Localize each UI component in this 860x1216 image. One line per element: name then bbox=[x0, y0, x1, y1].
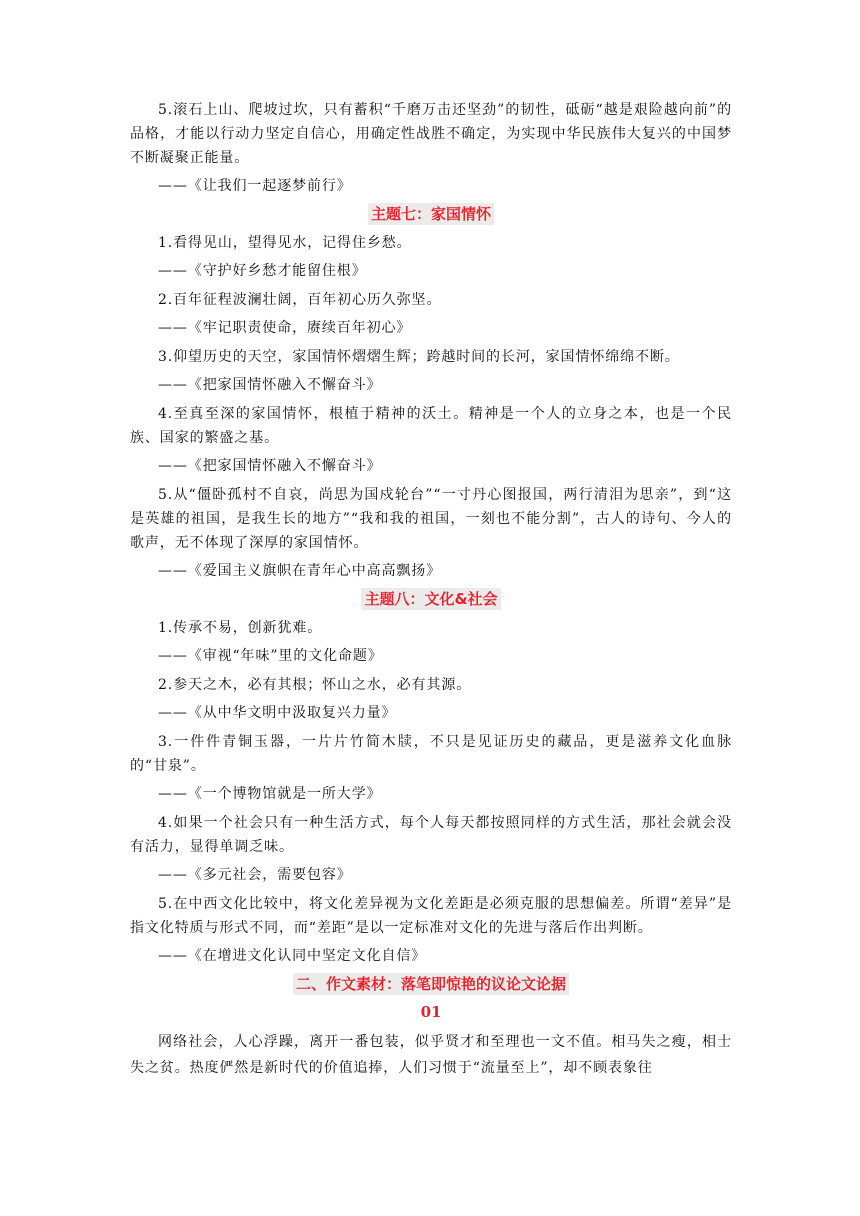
quote-source: ——《多元社会，需要包容》 bbox=[158, 867, 352, 883]
theme-heading bbox=[130, 588, 732, 610]
quote-source: ——《爱国主义旗帜在青年心中高高飘扬》 bbox=[158, 563, 442, 579]
quote-source: ——《把家国情怀融入不懈奋斗》 bbox=[158, 377, 382, 393]
quote-item: 1.看得见山，望得见水，记得住乡愁。 bbox=[158, 235, 412, 251]
quote-source: ——《审视“年味”里的文化命题》 bbox=[158, 648, 383, 664]
section-title: 二、作文素材：落笔即惊艳的议论文论据 bbox=[293, 973, 569, 995]
quote-source: ——《牢记职责使命，赓续百年初心》 bbox=[158, 320, 412, 336]
quote-item: 3.仰望历史的天空，家国情怀熠熠生辉；跨越时间的长河，家国情怀绵绵不断。 bbox=[158, 349, 680, 365]
quote-item: 5.从“僵卧孤村不自哀，尚思为国戍轮台”“一寸丹心图报国，两行清泪为思亲”，到“这是英雄的祖国，是我生长的地方”“我和我的祖国，一刻也不能分割”，古人的诗句、今人的歌声，无不体现了深厚的家国情怀。 bbox=[130, 487, 732, 551]
quote-item: 2.参天之木，必有其根；怀山之水，必有其源。 bbox=[158, 677, 472, 693]
quote-source: ——《一个博物馆就是一所大学》 bbox=[158, 786, 382, 802]
quote-source: ——《把家国情怀融入不懈奋斗》 bbox=[158, 458, 382, 474]
body-paragraph: 网络社会，人心浮躁，离开一番包装，似乎贤才和至理也一文不值。相马失之瘦，相士失之贫。热度俨然是新时代的价值追捧，人们习惯于“流量至上”，却不顾表象往 bbox=[130, 1034, 732, 1076]
theme-title: 主题七：家国情怀 bbox=[368, 203, 494, 225]
theme-seven-list bbox=[130, 231, 732, 583]
section-heading bbox=[130, 973, 732, 995]
quote-source: ——《从中华文明中汲取复兴力量》 bbox=[158, 705, 397, 721]
quote-item: 5.滚石上山、爬坡过坎，只有蓄积“千磨万击还坚劲”的韧性，砥砺“越是艰险越向前”的品格，才能以行动力坚定自信心，用确定性战胜不确定，为实现中华民族伟大复兴的中国梦不断凝聚正能量。 bbox=[130, 102, 732, 166]
quote-item: 4.至真至深的家国情怀，根植于精神的沃土。精神是一个人的立身之本，也是一个民族、国家的繁盛之基。 bbox=[130, 406, 732, 446]
theme-eight-list bbox=[130, 616, 732, 968]
quote-item: 1.传承不易，创新犹难。 bbox=[158, 620, 323, 636]
quote-source: ——《让我们一起逐梦前行》 bbox=[158, 178, 352, 194]
quote-item: 4.如果一个社会只有一种生活方式，每个人每天都按照同样的方式生活，那社会就会没有活力，显得单调乏味。 bbox=[130, 815, 732, 855]
quote-source: ——《守护好乡愁才能留住根》 bbox=[158, 263, 367, 279]
quote-source: ——《在增进文化认同中坚定文化自信》 bbox=[158, 948, 427, 964]
quote-item: 2.百年征程波澜壮阔，百年初心历久弥坚。 bbox=[158, 292, 442, 308]
theme-heading bbox=[130, 203, 732, 225]
quote-item: 5.在中西文化比较中，将文化差异视为文化差距是必须克服的思想偏差。所谓“差异”是指文化特质与形式不同，而“差距”是以一定标准对文化的先进与落后作出判断。 bbox=[130, 896, 732, 936]
theme-title: 主题八：文化&社会 bbox=[361, 588, 500, 610]
section-number: 01 bbox=[420, 1003, 442, 1021]
quote-item: 3.一件件青铜玉器，一片片竹简木牍，不只是见证历史的藏品，更是滋养文化血脉的“甘泉”。 bbox=[130, 734, 732, 774]
